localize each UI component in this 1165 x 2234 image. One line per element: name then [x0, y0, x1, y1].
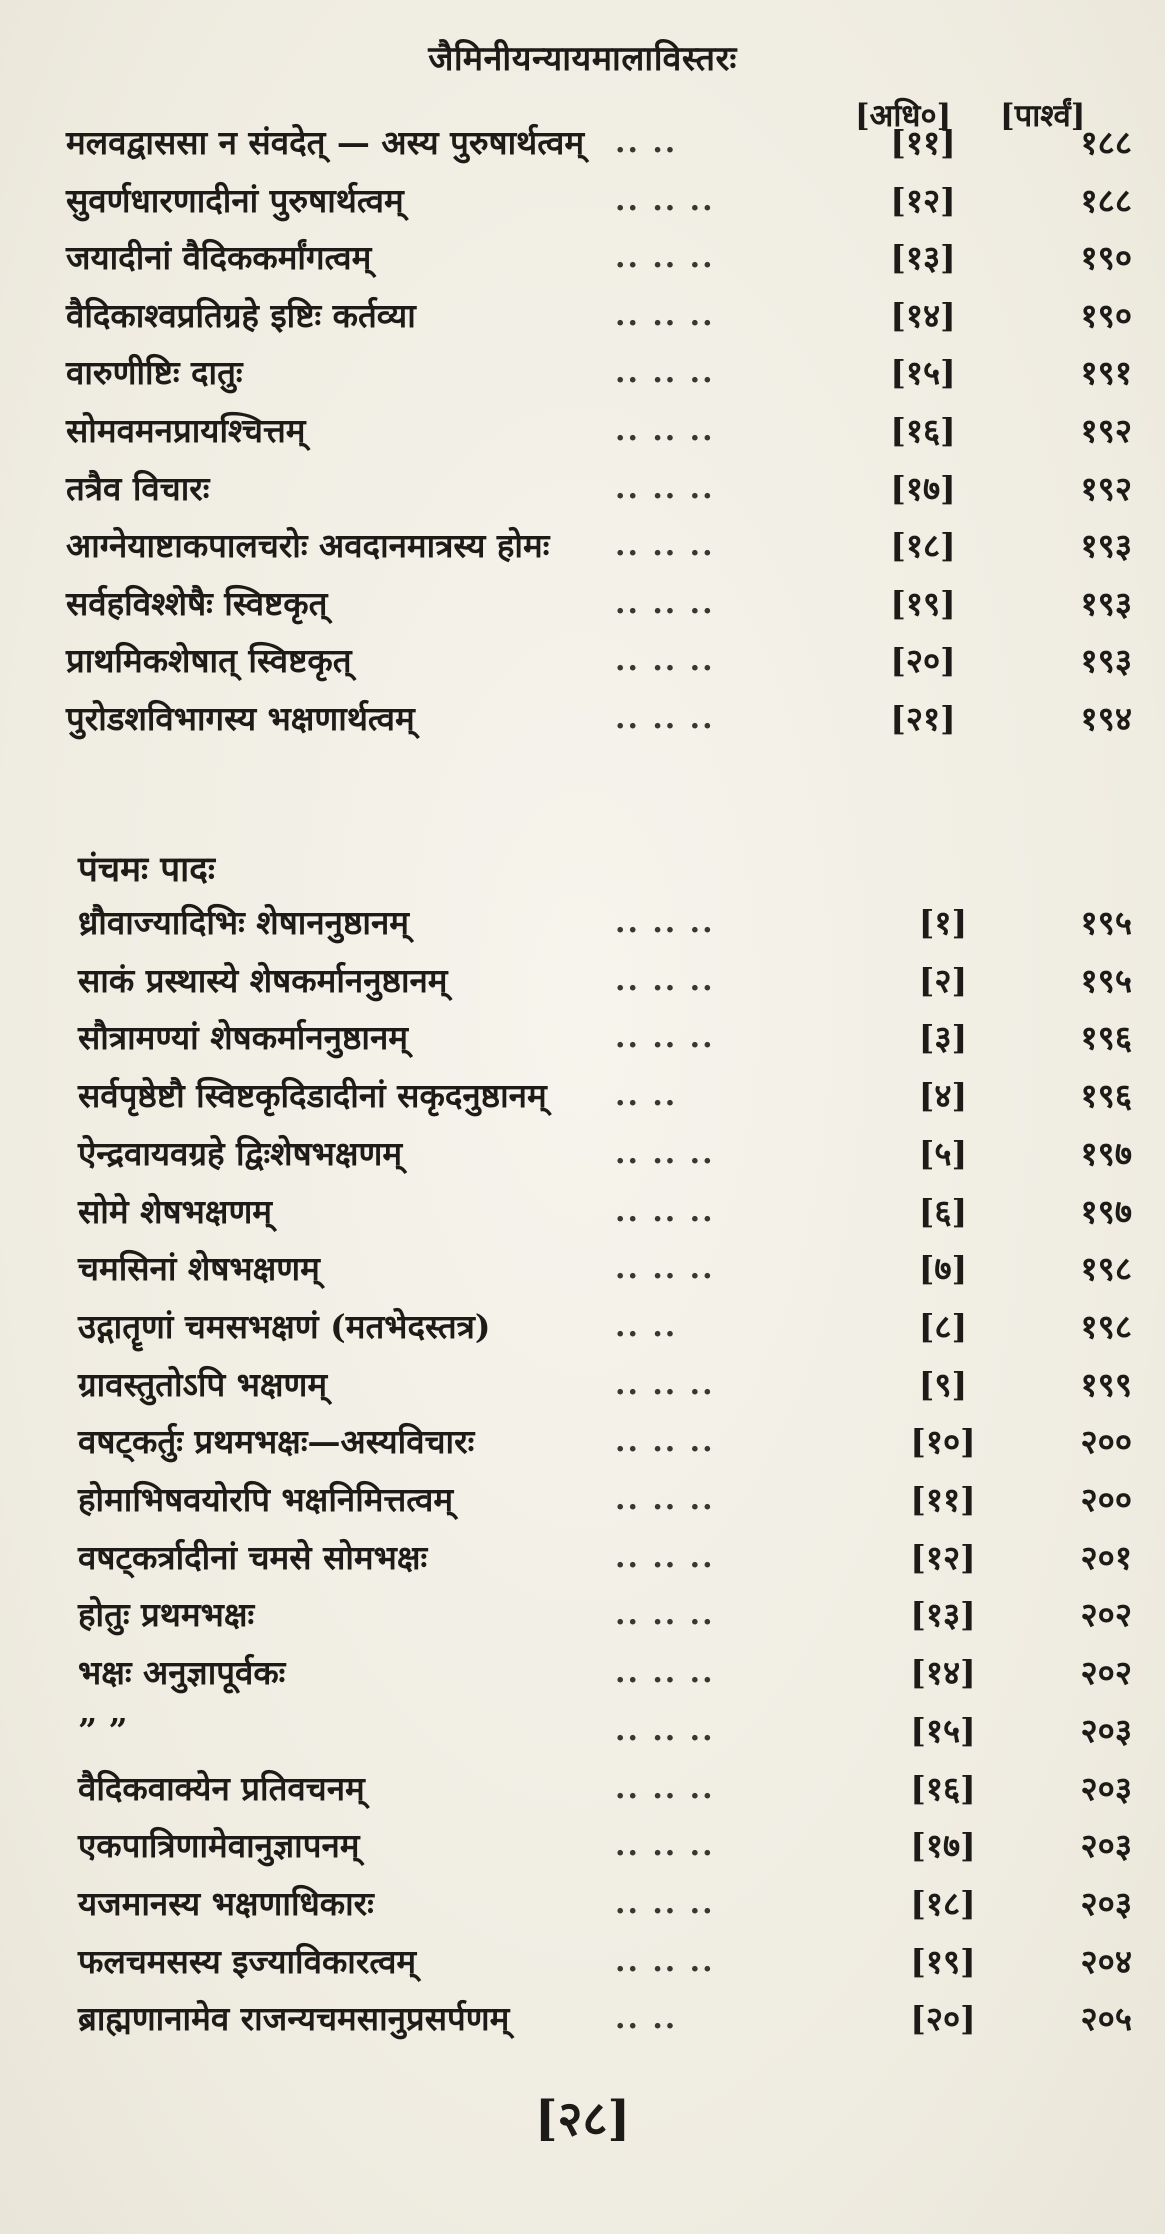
- entry-title: होतुः प्रथमभक्षः: [78, 1595, 255, 1635]
- page-number: २०१: [1080, 1537, 1132, 1577]
- contents-entry: [0, 1533, 1165, 1583]
- contents-entry: [0, 464, 1165, 514]
- leader-dots: .. .. ..: [615, 585, 715, 621]
- adhikarana-number: [१९]: [890, 583, 956, 623]
- section-title: पंचमः पादः: [78, 849, 215, 890]
- page-number: १९३: [1080, 526, 1132, 566]
- adhikarana-number: [६]: [918, 1191, 968, 1231]
- page-number: २००: [1080, 1480, 1132, 1519]
- leader-dots: .. ..: [615, 1078, 678, 1114]
- contents-entry: [0, 1879, 1165, 1929]
- leader-dots: .. .. ..: [615, 1020, 715, 1056]
- adhikarana-number: [१७]: [890, 468, 956, 508]
- contents-entry: [0, 291, 1165, 341]
- page-number: २०४: [1080, 1941, 1132, 1981]
- leader-dots: .. .. ..: [615, 1539, 715, 1575]
- leader-dots: .. .. ..: [615, 182, 715, 218]
- adhikarana-column-header: [अधि०]: [855, 98, 952, 134]
- entry-title: सौत्रामण्यां शेषकर्माननुष्ठानम्: [78, 1018, 409, 1058]
- entry-title: होमाभिषवयोरपि भक्षनिमित्तत्वम्: [78, 1480, 454, 1519]
- entry-title: ग्रावस्तुतोऽपि भक्षणम्: [78, 1364, 328, 1404]
- entry-title: पुरोडशविभागस्य भक्षणार्थत्वम्: [66, 699, 415, 738]
- contents-entry: [0, 1071, 1165, 1121]
- adhikarana-number: [१२]: [890, 180, 956, 220]
- contents-entry: [0, 1994, 1165, 2044]
- entry-title: ध्रौवाज्यादिभिः शेषाननुष्ठानम्: [78, 903, 409, 942]
- leader-dots: .. .. ..: [615, 1366, 715, 1402]
- adhikarana-number: [१५]: [890, 353, 956, 393]
- contents-entry: [0, 406, 1165, 456]
- leader-dots: .. .. ..: [615, 1655, 715, 1691]
- leader-dots: .. .. ..: [615, 905, 715, 940]
- page-number: १९५: [1080, 903, 1132, 942]
- adhikarana-number: [१२]: [910, 1537, 976, 1577]
- leader-dots: .. .. ..: [615, 1482, 715, 1517]
- contents-entry: [0, 348, 1165, 398]
- leader-dots: .. .. ..: [615, 1251, 715, 1287]
- adhikarana-number: [१६]: [910, 1768, 976, 1808]
- leader-dots: .. ..: [615, 125, 678, 160]
- adhikarana-number: [१३]: [910, 1595, 976, 1635]
- contents-entry: [0, 956, 1165, 1006]
- entry-title: साकं प्रस्थास्ये शेषकर्माननुष्ठानम्: [78, 960, 448, 1000]
- contents-entry: [0, 233, 1165, 283]
- entry-title: सुवर्णधारणादीनां पुरुषार्थत्वम्: [66, 180, 404, 220]
- page-number: २०३: [1080, 1768, 1132, 1808]
- contents-entry: [0, 1764, 1165, 1814]
- entry-title: ब्राह्मणानामेव राजन्यचमसानुप्रसर्पणम्: [78, 1999, 510, 2039]
- entry-title: आग्नेयाष्टाकपालचरोः अवदानमात्रस्य होमः: [66, 526, 550, 566]
- entry-title: मलवद्वाससा न संवदेत् — अस्य पुरुषार्थत्वम्: [66, 123, 585, 162]
- leader-dots: .. .. ..: [615, 355, 715, 391]
- page-number: १९९: [1080, 1364, 1132, 1404]
- page-number: १९६: [1080, 1076, 1132, 1116]
- leader-dots: .. .. ..: [615, 528, 715, 564]
- adhikarana-number: [१६]: [890, 411, 956, 450]
- contents-entry: [0, 1937, 1165, 1987]
- leader-dots: .. .. ..: [615, 413, 715, 448]
- page-number: १९७: [1080, 1191, 1132, 1231]
- entry-title: तत्रैव विचारः: [66, 468, 210, 508]
- adhikarana-number: [७]: [918, 1249, 968, 1289]
- adhikarana-number: [१४]: [910, 1653, 976, 1693]
- page-number: २०३: [1080, 1826, 1132, 1866]
- adhikarana-number: [२०]: [890, 641, 956, 681]
- page-number: २००: [1080, 1422, 1132, 1462]
- adhikarana-number: [१०]: [910, 1422, 976, 1462]
- contents-entry: [0, 898, 1165, 948]
- leader-dots: .. .. ..: [615, 470, 715, 506]
- contents-entry: [0, 1648, 1165, 1698]
- entry-title: वैदिकाश्वप्रतिग्रहे इष्टिः कर्तव्या: [66, 295, 416, 335]
- contents-entry: [0, 1302, 1165, 1352]
- entry-title: यजमानस्य भक्षणाधिकारः: [78, 1883, 374, 1923]
- page-number: २०५: [1080, 1999, 1132, 2039]
- adhikarana-number: [९]: [918, 1364, 968, 1404]
- entry-title: वषट्कर्तुः प्रथमभक्षः—अस्यविचारः: [78, 1422, 475, 1462]
- contents-entry: [0, 694, 1165, 744]
- contents-entry: [0, 1187, 1165, 1237]
- leader-dots: .. .. ..: [615, 1424, 715, 1460]
- entry-title: ऐन्द्रवायवग्रहे द्विःशेषभक्षणम्: [78, 1133, 403, 1173]
- page-number: २०३: [1080, 1883, 1132, 1923]
- leader-dots: .. ..: [615, 1308, 678, 1344]
- page-number: १९३: [1080, 641, 1132, 681]
- page-number: २०२: [1080, 1653, 1132, 1693]
- leader-dots: .. .. ..: [615, 962, 715, 998]
- contents-entry: [0, 1013, 1165, 1063]
- contents-entry: [0, 579, 1165, 629]
- leader-dots: .. .. ..: [615, 1712, 715, 1748]
- leader-dots: .. .. ..: [615, 1828, 715, 1864]
- contents-entry: [0, 176, 1165, 226]
- leader-dots: .. .. ..: [615, 701, 715, 736]
- adhikarana-number: [१८]: [890, 526, 956, 566]
- contents-entry: [0, 521, 1165, 571]
- page-number: १९१: [1080, 353, 1132, 393]
- adhikarana-number: [१]: [918, 903, 968, 942]
- adhikarana-number: [१८]: [910, 1883, 976, 1923]
- contents-entry: [0, 1706, 1165, 1756]
- page-number: १९८: [1080, 1249, 1132, 1289]
- contents-entry: [0, 1590, 1165, 1640]
- adhikarana-number: [१९]: [910, 1941, 976, 1981]
- entry-title: फलचमसस्य इज्याविकारत्वम्: [78, 1941, 417, 1981]
- adhikarana-number: [१३]: [890, 238, 956, 278]
- adhikarana-number: [२१]: [890, 699, 956, 738]
- leader-dots: .. .. ..: [615, 1943, 715, 1979]
- leader-dots: .. .. ..: [615, 1135, 715, 1171]
- entry-title: सोमे शेषभक्षणम्: [78, 1191, 273, 1231]
- adhikarana-number: [११]: [910, 1480, 976, 1519]
- leader-dots: .. .. ..: [615, 297, 715, 333]
- page-number: १९८: [1080, 1306, 1132, 1346]
- contents-entry: [0, 1244, 1165, 1294]
- adhikarana-number: [५]: [918, 1133, 968, 1173]
- page-number: १९६: [1080, 1018, 1132, 1058]
- adhikarana-number: [८]: [918, 1306, 968, 1346]
- leader-dots: .. .. ..: [615, 1193, 715, 1229]
- adhikarana-number: [२]: [918, 960, 968, 1000]
- adhikarana-number: [३]: [918, 1018, 968, 1058]
- adhikarana-number: [११]: [890, 123, 956, 162]
- folio-number: [२८]: [534, 2091, 631, 2147]
- page-number: १९७: [1080, 1133, 1132, 1173]
- entry-title: वैदिकवाक्येन प्रतिवचनम्: [78, 1768, 365, 1808]
- contents-entry: [0, 1360, 1165, 1410]
- contents-entry: [0, 1129, 1165, 1179]
- entry-title: जयादीनां वैदिककर्मांगत्वम्: [66, 238, 372, 278]
- contents-entry: [0, 1417, 1165, 1467]
- entry-title: वारुणीष्टिः दातुः: [66, 353, 243, 393]
- entry-title: ” ”: [78, 1710, 128, 1750]
- contents-entry: [0, 1475, 1165, 1525]
- contents-entry: [0, 636, 1165, 686]
- entry-title: वषट्कर्त्रादीनां चमसे सोमभक्षः: [78, 1537, 428, 1577]
- contents-entry: [0, 118, 1165, 168]
- page-number: १८८: [1080, 123, 1132, 162]
- contents-entry: [0, 1821, 1165, 1871]
- leader-dots: .. .. ..: [615, 1597, 715, 1633]
- page-number: १९३: [1080, 583, 1132, 623]
- entry-title: भक्षः अनुज्ञापूर्वकः: [78, 1653, 286, 1693]
- running-head: जैमिनीयन्यायमालाविस्तरः: [428, 39, 737, 79]
- page-number: १९४: [1080, 699, 1132, 738]
- leader-dots: .. .. ..: [615, 643, 715, 679]
- page-column-header: [पार्श्वं]: [1000, 98, 1086, 134]
- entry-title: एकपात्रिणामेवानुज्ञापनम्: [78, 1826, 360, 1866]
- page-number: २०३: [1080, 1710, 1132, 1750]
- adhikarana-number: [२०]: [910, 1999, 976, 2039]
- page-number: १९०: [1080, 238, 1132, 278]
- leader-dots: .. ..: [615, 2001, 678, 2037]
- entry-title: प्राथमिकशेषात् स्विष्टकृत्: [66, 641, 352, 681]
- adhikarana-number: [१४]: [890, 295, 956, 335]
- page-number: १८८: [1080, 180, 1132, 220]
- page-number: १९५: [1080, 960, 1132, 1000]
- entry-title: उद्गातॄणां चमसभक्षणं (मतभेदस्तत्र): [78, 1306, 491, 1346]
- page-number: २०२: [1080, 1595, 1132, 1635]
- entry-title: सर्वपृष्ठेष्टौ स्विष्टकृदिडादीनां सकृदनुष्ठानम्: [78, 1076, 547, 1116]
- adhikarana-number: [१५]: [910, 1710, 976, 1750]
- page-number: १९२: [1080, 468, 1132, 508]
- leader-dots: .. .. ..: [615, 240, 715, 276]
- entry-title: सोमवमनप्रायश्चित्तम्: [66, 411, 306, 450]
- adhikarana-number: [४]: [918, 1076, 968, 1116]
- leader-dots: .. .. ..: [615, 1770, 715, 1806]
- page-number: १९०: [1080, 295, 1132, 335]
- page-number: १९२: [1080, 411, 1132, 450]
- adhikarana-number: [१७]: [910, 1826, 976, 1866]
- leader-dots: .. .. ..: [615, 1885, 715, 1921]
- entry-title: सर्वहविश्शेषैः स्विष्टकृत्: [66, 583, 328, 623]
- entry-title: चमसिनां शेषभक्षणम्: [78, 1249, 320, 1289]
